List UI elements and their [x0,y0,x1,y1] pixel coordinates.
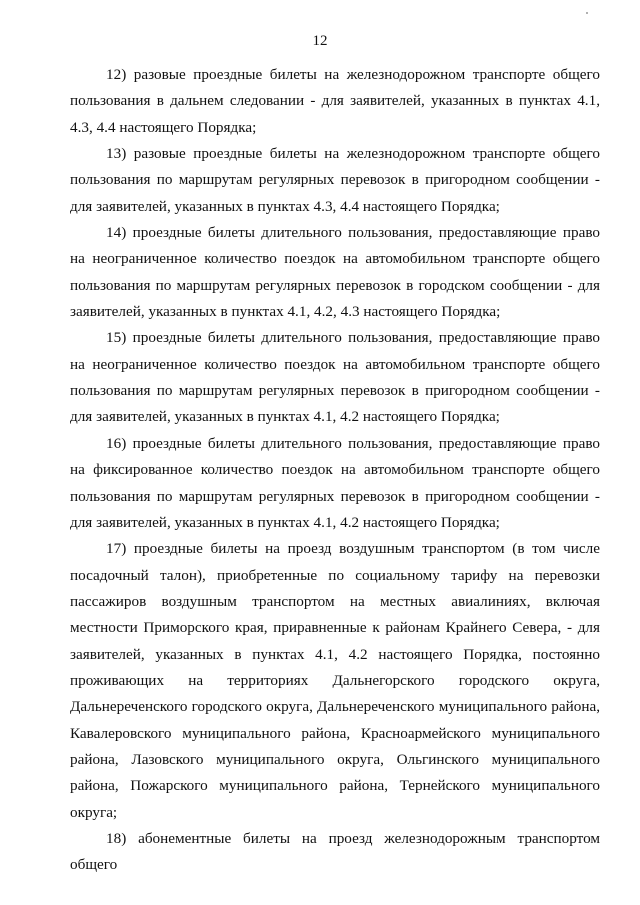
paragraph-item-17: 17) проездные билеты на проезд воздушным транспортом (в том числе посадочный талон), приобретенные по социальному тарифу на перевозки пассажиров воздушным транспортом на местных авиалиниях, включая местности Приморского края, приравненные к районам Крайнего Севера, - для заявителей, указанных в пунктах 4.1, 4.2 настоящего Порядка, постоянно проживающих на территориях Дальнегорского городского округа, Дальнереченского городского округа, Дальнереченского муниципального района, Кавалеровского муниципального района, Красноармейского муниципального района, Лазовского муниципального округа, Ольгинского муниципального района, Пожарского муниципального района, Тернейского муниципального округа; [70,540,600,821]
paragraph-item-14: 14) проездные билеты длительного пользования, предоставляющие право на неограниченное количество поездок на автомобильном транспорте общего пользования по маршрутам регулярных перевозок в городском сообщении - для заявителей, указанных в пунктах 4.1, 4.2, 4.3 настоящего Порядка; [70,224,600,321]
paragraph-item-18: 18) абонементные билеты на проезд железнодорожным транспортом общего [70,829,600,874]
page-number: 12 [312,33,328,49]
paragraph-item-16: 16) проездные билеты длительного пользования, предоставляющие право на фиксированное количество поездок на автомобильном транспорте общего пользования по маршрутам регулярных перевозок в пригородном сообщении - для заявителей, указанных в пунктах 4.1, 4.2 настоящего Порядка; [70,434,600,531]
paragraph-item-13: 13) разовые проездные билеты на железнодорожном транспорте общего пользования по маршрутам регулярных перевозок в пригородном сообщении - для заявителей, указанных в пунктах 4.3, 4.4 настоящего Порядка; [70,145,600,215]
scan-speck [586,12,588,14]
document-body [70,62,600,879]
paragraph-item-12: 12) разовые проездные билеты на железнодорожном транспорте общего пользования в дальнем следовании - для заявителей, указанных в пунктах 4.1, 4.3, 4.4 настоящего Порядка; [70,66,600,136]
paragraph-item-15: 15) проездные билеты длительного пользования, предоставляющие право на неограниченное количество поездок на автомобильном транспорте общего пользования по маршрутам регулярных перевозок в пригородном сообщении - для заявителей, указанных в пунктах 4.1, 4.2 настоящего Порядка; [70,329,600,426]
